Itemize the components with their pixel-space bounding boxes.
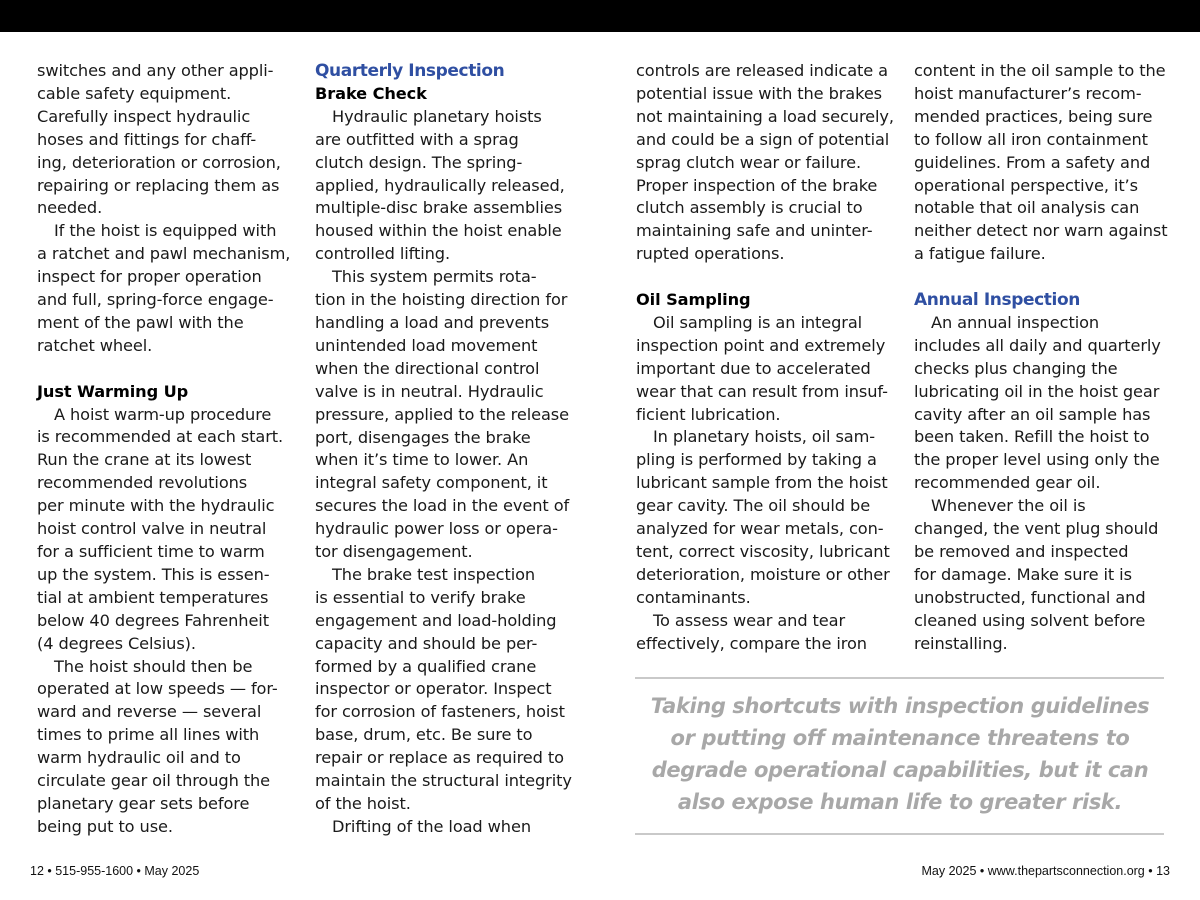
section-heading-annual-inspection: Annual Inspection xyxy=(914,290,1080,311)
paragraph xyxy=(37,220,293,357)
text-line: formed by a qualified crane xyxy=(315,656,537,676)
text-line: of the hoist. xyxy=(315,794,411,813)
column-2 xyxy=(315,60,577,839)
text-line: repairing or replacing them as xyxy=(37,175,280,195)
text-line: inspect for proper operation xyxy=(37,267,262,287)
paragraph xyxy=(636,312,898,427)
paragraph xyxy=(37,60,293,220)
text-line: being put to use. xyxy=(37,816,173,836)
column-3 xyxy=(636,60,898,656)
text-line: Proper inspection of the brake xyxy=(636,175,878,195)
text-line: In planetary hoists, oil sam- xyxy=(653,427,876,447)
pull-quote xyxy=(640,690,1160,818)
text-line: cable safety equipment. xyxy=(37,83,232,103)
text-line: tial at ambient temperatures xyxy=(37,587,269,607)
pull-quote-line: also expose human life to greater risk. xyxy=(677,790,1123,814)
text-line: are outfitted with a sprag xyxy=(315,129,519,149)
text-line: up the system. This is essen- xyxy=(37,564,270,584)
paragraph xyxy=(315,816,577,839)
text-line: base, drum, etc. Be sure to xyxy=(315,725,533,745)
text-line: and full, spring-force engage- xyxy=(37,290,274,310)
text-line: neither detect nor warn against xyxy=(914,221,1168,241)
text-line: secures the load in the event of xyxy=(315,496,570,516)
text-line: a fatigue failure. xyxy=(914,244,1046,264)
text-line: maintain the structural integrity xyxy=(315,771,572,791)
text-line: To assess wear and tear xyxy=(653,610,846,630)
paragraph xyxy=(914,312,1176,495)
section-heading-quarterly-inspection: Quarterly Inspection xyxy=(315,61,505,81)
text-line: clutch design. The spring- xyxy=(315,152,523,172)
text-line: recommended gear oil. xyxy=(914,473,1101,493)
text-line: analyzed for wear metals, con- xyxy=(636,519,884,539)
text-line: mended practices, being sure xyxy=(914,106,1153,126)
text-line: housed within the hoist enable xyxy=(315,221,562,241)
text-line: pling is performed by taking a xyxy=(636,450,877,470)
column-4 xyxy=(914,60,1176,656)
text-line: hoses and fittings for chaff- xyxy=(37,129,257,149)
text-line: been taken. Refill the hoist to xyxy=(914,427,1150,447)
text-line: circulate gear oil through the xyxy=(37,771,271,791)
pull-quote-line: Taking shortcuts with inspection guidelines xyxy=(650,694,1150,718)
text-line: ratchet wheel. xyxy=(37,335,153,355)
text-line: ward and reverse — several xyxy=(37,702,262,722)
text-line: valve is in neutral. Hydraulic xyxy=(315,381,544,401)
text-line: to follow all iron containment xyxy=(914,129,1148,149)
footer-right: May 2025 • www.thepartsconnection.org • 13 xyxy=(921,864,1170,878)
text-line: hoist control valve in neutral xyxy=(37,519,267,539)
column-1 xyxy=(37,60,293,839)
text-line: sprag clutch wear or failure. xyxy=(636,152,862,172)
footer-left: 12 • 515-955-1600 • May 2025 xyxy=(30,864,200,878)
paragraph xyxy=(315,106,577,266)
paragraph xyxy=(636,610,898,656)
text-line: hoist manufacturer’s recom- xyxy=(914,83,1142,103)
text-line: gear cavity. The oil should be xyxy=(636,496,871,516)
text-line: for a sufficient time to warm xyxy=(37,542,265,562)
text-line: Hydraulic planetary hoists xyxy=(332,106,542,126)
text-line: Carefully inspect hydraulic xyxy=(37,106,251,126)
paragraph xyxy=(636,426,898,609)
text-line: The brake test inspection xyxy=(332,564,536,584)
text-line: includes all daily and quarterly xyxy=(914,335,1161,355)
text-line: port, disengages the brake xyxy=(315,427,531,447)
text-line: contaminants. xyxy=(636,587,751,607)
text-line: If the hoist is equipped with xyxy=(54,221,277,241)
text-line: unobstructed, functional and xyxy=(914,587,1146,607)
text-line: operational perspective, it’s xyxy=(914,175,1138,195)
text-line: ment of the pawl with the xyxy=(37,312,244,332)
text-line: not maintaining a load securely, xyxy=(636,106,894,126)
text-line: a ratchet and pawl mechanism, xyxy=(37,244,291,264)
paragraph xyxy=(315,266,577,564)
text-line: is essential to verify brake xyxy=(315,587,526,607)
text-line: operated at low speeds — for- xyxy=(37,679,278,699)
text-line: repair or replace as required to xyxy=(315,748,564,768)
text-line: deterioration, moisture or other xyxy=(636,564,890,584)
text-line: for corrosion of fasteners, hoist xyxy=(315,702,565,722)
pull-quote-bottom-rule xyxy=(635,833,1164,835)
text-line: warm hydraulic oil and to xyxy=(37,748,241,768)
text-line: pressure, applied to the release xyxy=(315,404,569,424)
text-line: is recommended at each start. xyxy=(37,427,284,447)
text-line: per minute with the hydraulic xyxy=(37,496,275,516)
text-line: and could be a sign of potential xyxy=(636,129,890,149)
text-line: wear that can result from insuf- xyxy=(636,381,888,401)
text-line: ficient lubrication. xyxy=(636,404,781,424)
text-line: Run the crane at its lowest xyxy=(37,450,252,470)
text-line: below 40 degrees Fahrenheit xyxy=(37,610,269,630)
text-line: guidelines. From a safety and xyxy=(914,152,1151,172)
text-line: inspector or operator. Inspect xyxy=(315,679,552,699)
text-line: applied, hydraulically released, xyxy=(315,175,565,195)
text-line: notable that oil analysis can xyxy=(914,198,1140,218)
text-line: reinstalling. xyxy=(914,633,1008,653)
pull-quote-top-rule xyxy=(635,677,1164,679)
pull-quote-line: degrade operational capabilities, but it can xyxy=(651,758,1149,782)
text-line: times to prime all lines with xyxy=(37,725,260,745)
text-line: when it’s time to lower. An xyxy=(315,450,529,470)
text-line: changed, the vent plug should xyxy=(914,519,1159,539)
subheading-oil-sampling: Oil Sampling xyxy=(636,290,751,310)
text-line: when the directional control xyxy=(315,358,540,378)
text-line: ing, deterioration or corrosion, xyxy=(37,152,281,172)
pull-quote-line: or putting off maintenance threatens to xyxy=(670,726,1130,750)
text-line: controlled lifting. xyxy=(315,244,451,264)
text-line: integral safety component, it xyxy=(315,473,548,493)
text-line: (4 degrees Celsius). xyxy=(37,633,196,653)
text-line: maintaining safe and uninter- xyxy=(636,221,873,241)
text-line: effectively, compare the iron xyxy=(636,633,867,653)
text-line: lubricating oil in the hoist gear xyxy=(914,381,1160,401)
paragraph xyxy=(37,404,293,656)
subheading-just-warming-up: Just Warming Up xyxy=(37,381,189,401)
text-line: tion in the hoisting direction for xyxy=(315,290,568,310)
text-line: hydraulic power loss or opera- xyxy=(315,519,558,539)
text-line: lubricant sample from the hoist xyxy=(636,473,888,493)
text-line: checks plus changing the xyxy=(914,358,1118,378)
text-line: rupted operations. xyxy=(636,244,785,264)
text-line: content in the oil sample to the xyxy=(914,61,1166,80)
text-line: needed. xyxy=(37,198,103,218)
text-line: unintended load movement xyxy=(315,335,538,355)
text-line: tor disengagement. xyxy=(315,542,473,562)
text-line: important due to accelerated xyxy=(636,358,871,378)
paragraph xyxy=(914,60,1176,266)
paragraph xyxy=(315,564,577,816)
text-line: The hoist should then be xyxy=(54,656,253,676)
top-black-bar xyxy=(0,0,1200,32)
text-line: for damage. Make sure it is xyxy=(914,564,1132,584)
subheading-brake-check: Brake Check xyxy=(315,83,427,103)
text-line: tent, correct viscosity, lubricant xyxy=(636,542,890,562)
text-line: inspection point and extremely xyxy=(636,335,886,355)
text-line: planetary gear sets before xyxy=(37,793,250,813)
paragraph xyxy=(636,60,898,266)
text-line: This system permits rota- xyxy=(332,267,537,287)
text-line: Whenever the oil is xyxy=(931,496,1086,516)
text-line: recommended revolutions xyxy=(37,473,248,493)
text-line: multiple-disc brake assemblies xyxy=(315,198,563,218)
text-line: A hoist warm-up procedure xyxy=(54,404,272,424)
paragraph xyxy=(914,495,1176,655)
text-line: An annual inspection xyxy=(931,312,1100,332)
text-line: Drifting of the load when xyxy=(332,816,531,836)
text-line: switches and any other appli- xyxy=(37,61,274,80)
text-line: cavity after an oil sample has xyxy=(914,404,1151,424)
text-line: be removed and inspected xyxy=(914,542,1129,562)
text-line: handling a load and prevents xyxy=(315,312,550,332)
text-line: the proper level using only the xyxy=(914,450,1160,470)
text-line: clutch assembly is crucial to xyxy=(636,198,863,218)
text-line: capacity and should be per- xyxy=(315,633,538,653)
text-line: potential issue with the brakes xyxy=(636,83,883,103)
text-line: controls are released indicate a xyxy=(636,61,888,80)
text-line: engagement and load-holding xyxy=(315,610,557,630)
paragraph xyxy=(37,656,293,839)
text-line: Oil sampling is an integral xyxy=(653,312,863,332)
text-line: cleaned using solvent before xyxy=(914,610,1146,630)
